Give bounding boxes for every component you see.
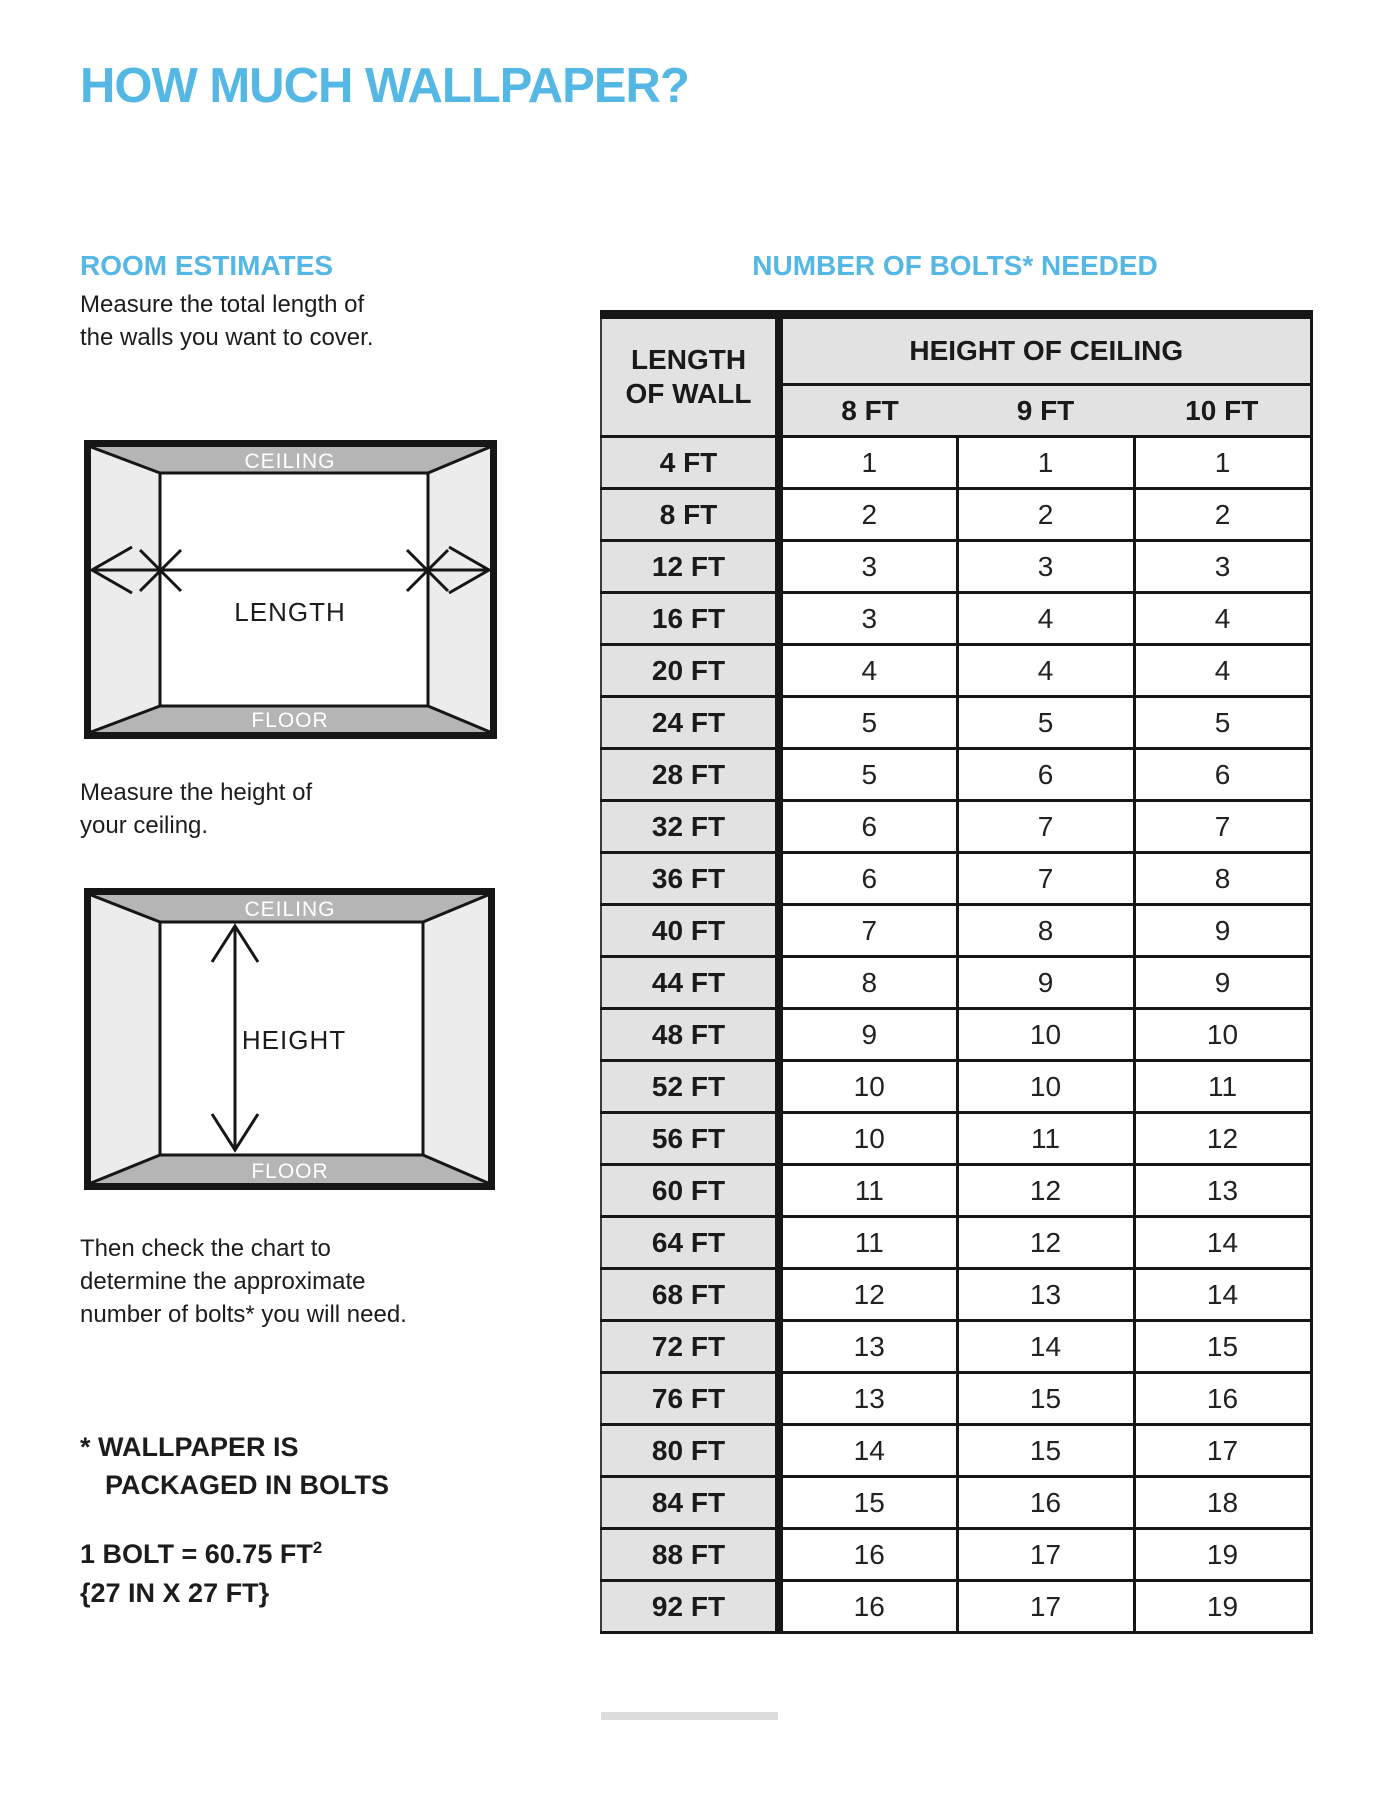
bolt-count-cell: 17 <box>1134 1425 1311 1477</box>
bolt-count-cell: 3 <box>1134 541 1311 593</box>
wall-length-cell: 80 FT <box>601 1425 779 1477</box>
bolt-count-cell: 4 <box>957 593 1134 645</box>
bolt-count-cell: 4 <box>957 645 1134 697</box>
bolt-count-cell: 7 <box>957 853 1134 905</box>
table-row <box>601 1321 1311 1373</box>
bolt-count-cell: 11 <box>779 1217 957 1269</box>
wall-length-cell: 52 FT <box>601 1061 779 1113</box>
bolt-count-cell: 6 <box>957 749 1134 801</box>
instruction-line: Then check the chart to <box>80 1235 331 1262</box>
wall-length-cell: 64 FT <box>601 1217 779 1269</box>
bolt-count-cell: 2 <box>1134 489 1311 541</box>
wall-length-cell: 40 FT <box>601 905 779 957</box>
bolt-equation-text: 1 BOLT = 60.75 FT <box>80 1539 313 1569</box>
left-wall-panel <box>91 895 160 1183</box>
table-row <box>601 1477 1311 1529</box>
bolt-count-cell: 8 <box>1134 853 1311 905</box>
bolt-count-cell: 14 <box>957 1321 1134 1373</box>
asterisk-marker: * <box>80 1432 91 1462</box>
table-row <box>601 749 1311 801</box>
bolts-table-body <box>601 437 1311 1633</box>
bolt-count-cell: 12 <box>779 1269 957 1321</box>
room-height-diagram <box>84 888 495 1190</box>
bolt-count-cell: 5 <box>957 697 1134 749</box>
bolt-count-cell: 19 <box>1134 1581 1311 1633</box>
table-row <box>601 1373 1311 1425</box>
bolt-count-cell: 1 <box>1134 437 1311 489</box>
page-title: HOW MUCH WALLPAPER? <box>80 59 689 113</box>
wall-length-cell: 76 FT <box>601 1373 779 1425</box>
bolt-count-cell: 6 <box>1134 749 1311 801</box>
wall-length-cell: 84 FT <box>601 1477 779 1529</box>
bolt-count-cell: 3 <box>779 541 957 593</box>
height-label: HEIGHT <box>241 1025 347 1055</box>
wall-length-cell: 32 FT <box>601 801 779 853</box>
table-row <box>601 1113 1311 1165</box>
table-row <box>601 1529 1311 1581</box>
wall-length-cell: 4 FT <box>601 437 779 489</box>
table-header-row-top <box>601 315 1311 385</box>
bolt-count-cell: 4 <box>779 645 957 697</box>
bolt-count-cell: 8 <box>779 957 957 1009</box>
bolt-count-cell: 16 <box>779 1529 957 1581</box>
length-label: LENGTH <box>234 597 346 627</box>
table-row <box>601 437 1311 489</box>
wall-length-cell: 36 FT <box>601 853 779 905</box>
bolt-count-cell: 3 <box>779 593 957 645</box>
instruction-line: Measure the total length of <box>80 291 365 318</box>
bolt-count-cell: 5 <box>779 749 957 801</box>
height-of-ceiling-header: HEIGHT OF CEILING <box>779 315 1311 385</box>
room-length-diagram <box>84 440 497 739</box>
wall-length-cell: 88 FT <box>601 1529 779 1581</box>
bolt-count-cell: 5 <box>779 697 957 749</box>
bolt-count-cell: 16 <box>779 1581 957 1633</box>
wallpaper-bolts-footnote <box>80 1428 389 1504</box>
bolt-count-cell: 10 <box>957 1061 1134 1113</box>
bolt-count-cell: 13 <box>779 1321 957 1373</box>
right-wall-panel <box>428 447 490 732</box>
footnote-text: WALLPAPER IS <box>98 1432 299 1462</box>
wall-length-cell: 44 FT <box>601 957 779 1009</box>
wall-length-cell: 72 FT <box>601 1321 779 1373</box>
bolt-count-cell: 14 <box>1134 1217 1311 1269</box>
column-header-8ft: 8 FT <box>779 385 957 437</box>
right-wall-panel <box>423 895 488 1183</box>
table-row <box>601 1269 1311 1321</box>
bolt-dimensions: {27 IN X 27 FT} <box>80 1578 270 1608</box>
squared-superscript: 2 <box>312 1538 323 1557</box>
floor-label: FLOOR <box>251 709 329 732</box>
bolts-table <box>600 310 1313 1634</box>
length-of-wall-header <box>601 315 779 437</box>
bolt-count-cell: 13 <box>957 1269 1134 1321</box>
table-row <box>601 541 1311 593</box>
bolt-count-cell: 12 <box>957 1165 1134 1217</box>
table-row <box>601 1061 1311 1113</box>
bolt-count-cell: 10 <box>1134 1009 1311 1061</box>
table-row <box>601 593 1311 645</box>
bolt-count-cell: 9 <box>1134 957 1311 1009</box>
bolt-count-cell: 8 <box>957 905 1134 957</box>
wall-length-cell: 92 FT <box>601 1581 779 1633</box>
wall-length-cell: 24 FT <box>601 697 779 749</box>
table-row <box>601 645 1311 697</box>
bolt-count-cell: 7 <box>1134 801 1311 853</box>
bolt-count-cell: 15 <box>957 1425 1134 1477</box>
bolt-count-cell: 2 <box>779 489 957 541</box>
wall-length-cell: 48 FT <box>601 1009 779 1061</box>
bolt-count-cell: 7 <box>779 905 957 957</box>
table-row <box>601 957 1311 1009</box>
bolt-count-cell: 18 <box>1134 1477 1311 1529</box>
instruction-line: number of bolts* you will need. <box>80 1301 407 1328</box>
footnote-line <box>80 1428 389 1466</box>
bolt-count-cell: 10 <box>779 1061 957 1113</box>
wall-length-cell: 16 FT <box>601 593 779 645</box>
bolt-count-cell: 12 <box>1134 1113 1311 1165</box>
table-row <box>601 1581 1311 1633</box>
bolt-count-cell: 9 <box>779 1009 957 1061</box>
instruction-measure-length <box>80 288 373 354</box>
instruction-line: the walls you want to cover. <box>80 324 374 351</box>
section-heading-room-estimates: ROOM ESTIMATES <box>80 250 334 281</box>
table-row <box>601 1425 1311 1477</box>
bolt-count-cell: 5 <box>1134 697 1311 749</box>
bolt-count-cell: 2 <box>957 489 1134 541</box>
bolt-count-cell: 7 <box>957 801 1134 853</box>
bolt-count-cell: 1 <box>957 437 1134 489</box>
bolt-count-cell: 15 <box>779 1477 957 1529</box>
table-row <box>601 489 1311 541</box>
ceiling-label: CEILING <box>244 450 336 473</box>
column-header-10ft: 10 FT <box>1134 385 1311 437</box>
floor-label: FLOOR <box>251 1160 329 1183</box>
bolt-count-cell: 4 <box>1134 593 1311 645</box>
bolt-count-cell: 1 <box>779 437 957 489</box>
wall-length-cell: 8 FT <box>601 489 779 541</box>
bolt-count-cell: 13 <box>1134 1165 1311 1217</box>
instruction-measure-height <box>80 776 312 842</box>
bolt-count-cell: 6 <box>779 801 957 853</box>
bolt-size-info <box>80 1528 322 1613</box>
bolt-equation <box>80 1528 322 1574</box>
instruction-line: Measure the height of <box>80 779 313 806</box>
table-shadow <box>601 1712 778 1720</box>
bolt-count-cell: 9 <box>1134 905 1311 957</box>
length-of-wall-line: OF WALL <box>625 378 752 409</box>
length-of-wall-line: LENGTH <box>630 344 747 375</box>
table-row <box>601 1165 1311 1217</box>
bolt-count-cell: 11 <box>957 1113 1134 1165</box>
bolt-count-cell: 16 <box>957 1477 1134 1529</box>
table-row <box>601 1009 1311 1061</box>
instruction-line: determine the approximate <box>80 1268 366 1295</box>
table-row <box>601 853 1311 905</box>
ceiling-label: CEILING <box>244 898 336 921</box>
table-row <box>601 697 1311 749</box>
table-row <box>601 801 1311 853</box>
bolts-table-wrap <box>600 310 1313 1634</box>
table-row <box>601 1217 1311 1269</box>
bolt-count-cell: 9 <box>957 957 1134 1009</box>
bolt-count-cell: 4 <box>1134 645 1311 697</box>
bolt-count-cell: 15 <box>957 1373 1134 1425</box>
bolt-count-cell: 14 <box>1134 1269 1311 1321</box>
wall-length-cell: 56 FT <box>601 1113 779 1165</box>
footnote-line: PACKAGED IN BOLTS <box>105 1470 390 1500</box>
section-heading-bolts-needed: NUMBER OF BOLTS* NEEDED <box>752 250 1158 281</box>
bolt-count-cell: 16 <box>1134 1373 1311 1425</box>
wall-length-cell: 20 FT <box>601 645 779 697</box>
instruction-line: your ceiling. <box>80 812 209 839</box>
bolt-count-cell: 13 <box>779 1373 957 1425</box>
wall-length-cell: 28 FT <box>601 749 779 801</box>
bolt-count-cell: 14 <box>779 1425 957 1477</box>
bolt-count-cell: 11 <box>1134 1061 1311 1113</box>
wall-length-cell: 68 FT <box>601 1269 779 1321</box>
bolt-count-cell: 6 <box>779 853 957 905</box>
bolt-count-cell: 17 <box>957 1529 1134 1581</box>
bolt-count-cell: 15 <box>1134 1321 1311 1373</box>
bolt-count-cell: 10 <box>957 1009 1134 1061</box>
bolt-count-cell: 17 <box>957 1581 1134 1633</box>
bolt-count-cell: 19 <box>1134 1529 1311 1581</box>
wall-length-cell: 12 FT <box>601 541 779 593</box>
bolt-count-cell: 12 <box>957 1217 1134 1269</box>
wall-length-cell: 60 FT <box>601 1165 779 1217</box>
back-wall-panel <box>160 473 428 706</box>
instruction-check-chart <box>80 1232 407 1331</box>
column-header-9ft: 9 FT <box>957 385 1134 437</box>
table-row <box>601 905 1311 957</box>
bolt-count-cell: 3 <box>957 541 1134 593</box>
bolt-count-cell: 10 <box>779 1113 957 1165</box>
bolt-count-cell: 11 <box>779 1165 957 1217</box>
